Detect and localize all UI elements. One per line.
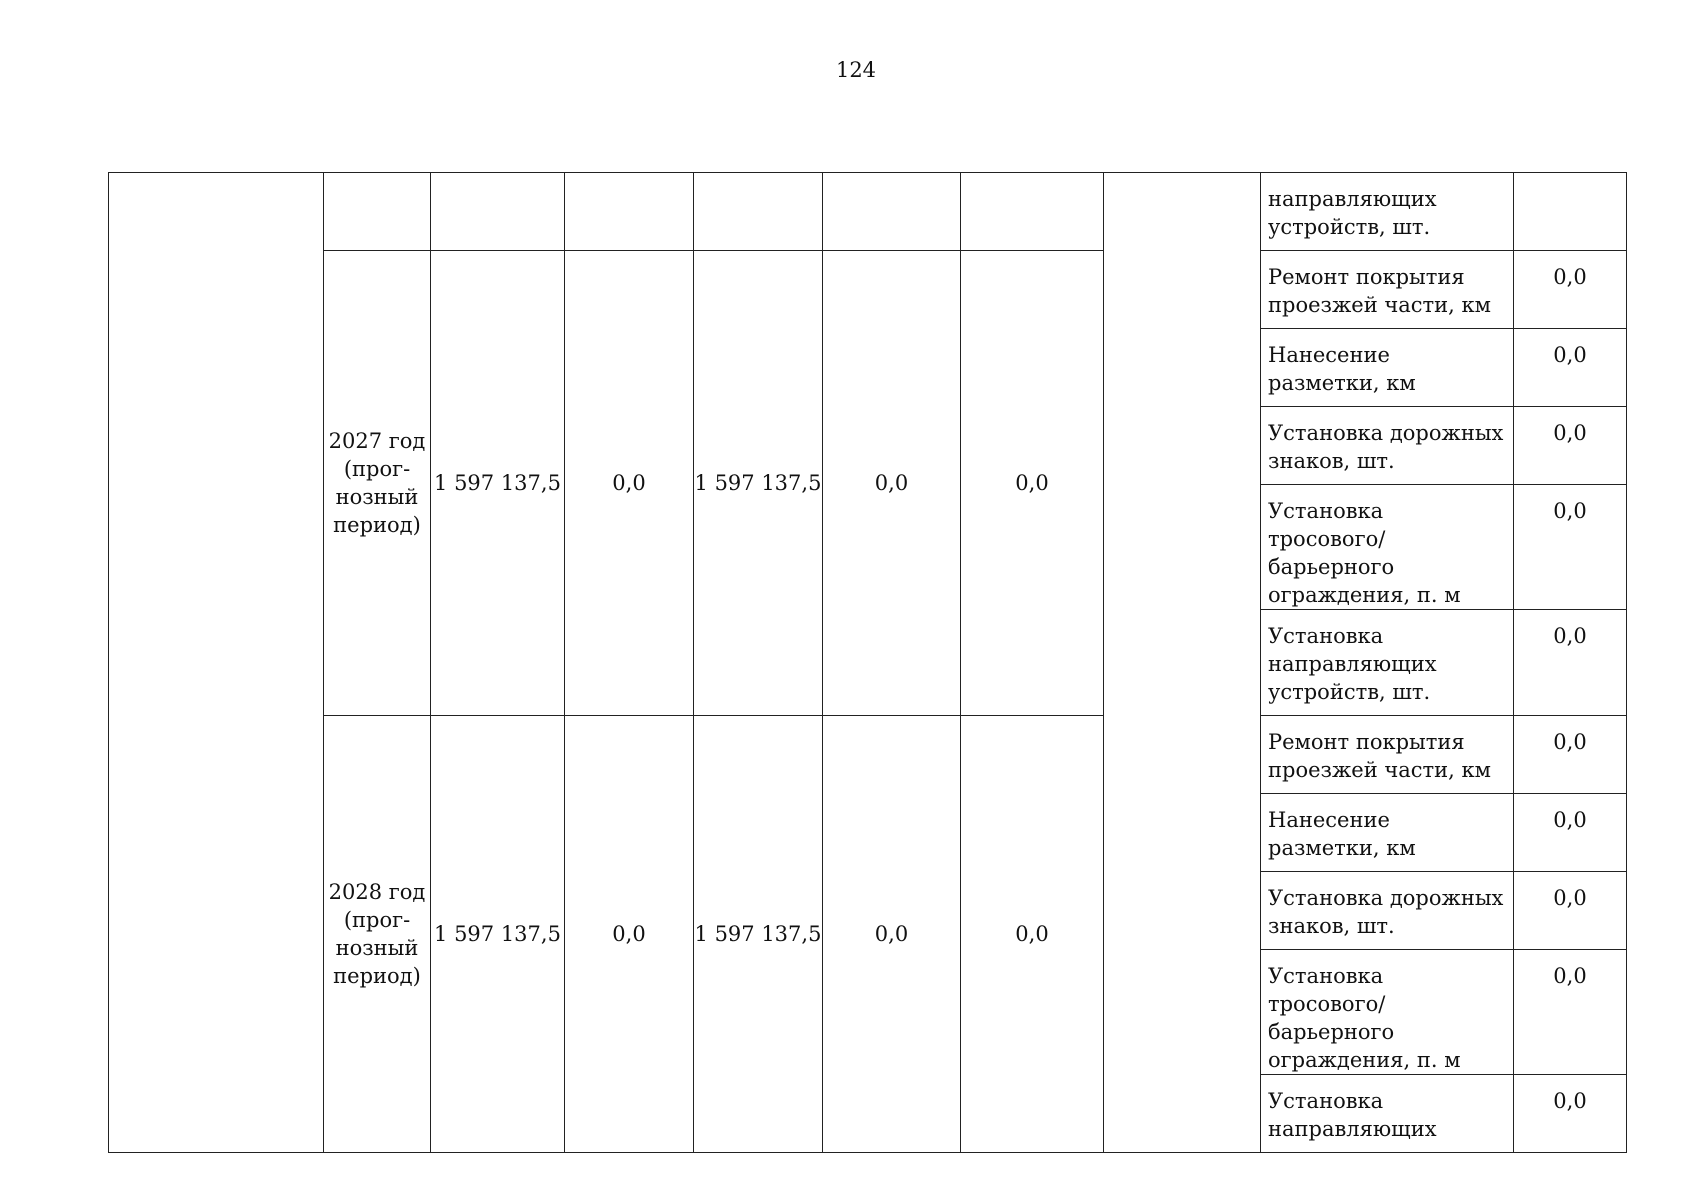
value-federal-cell: 0,0 xyxy=(565,251,694,716)
work-name-cell: Нанесение разметки, км xyxy=(1261,794,1514,872)
year-cell: 2028 год (прог-нозный период) xyxy=(324,716,431,1153)
table-row xyxy=(109,251,1627,329)
work-qty-cell: 0,0 xyxy=(1514,407,1627,485)
work-qty-cell: 0,0 xyxy=(1514,485,1627,610)
empty-cell xyxy=(961,173,1104,251)
work-name-cell: Нанесение разметки, км xyxy=(1261,329,1514,407)
work-qty-cell: 0,0 xyxy=(1514,716,1627,794)
value-federal-cell: 0,0 xyxy=(565,716,694,1153)
value-local-cell: 0,0 xyxy=(823,716,961,1153)
work-qty-cell: 0,0 xyxy=(1514,872,1627,950)
year-cell: 2027 год (прог-нозный период) xyxy=(324,251,431,716)
work-name-cell: Установка направляющих устройств, шт. xyxy=(1261,610,1514,716)
value-total-cell: 1 597 137,5 xyxy=(431,251,565,716)
work-qty-cell: 0,0 xyxy=(1514,794,1627,872)
work-qty-cell: 0,0 xyxy=(1514,251,1627,329)
work-name-cell: Установка дорожных знаков, шт. xyxy=(1261,872,1514,950)
executor-cell xyxy=(1104,173,1261,1153)
work-qty-cell: 0,0 xyxy=(1514,1075,1627,1153)
work-name-cell: Ремонт покрытия проезжей части, км xyxy=(1261,716,1514,794)
value-regional-cell: 1 597 137,5 xyxy=(694,251,823,716)
value-total-cell: 1 597 137,5 xyxy=(431,716,565,1153)
work-qty-cell: 0,0 xyxy=(1514,329,1627,407)
work-name-cell: Установка тросового/барьерного ограждения, п. м xyxy=(1261,950,1514,1075)
program-name-cell xyxy=(109,173,324,1153)
value-local-cell: 0,0 xyxy=(823,251,961,716)
empty-cell xyxy=(694,173,823,251)
work-name-cell: Установка дорожных знаков, шт. xyxy=(1261,407,1514,485)
page-number: 124 xyxy=(835,58,877,82)
table-row xyxy=(109,716,1627,794)
value-other-cell: 0,0 xyxy=(961,716,1104,1153)
work-qty-cell xyxy=(1514,173,1627,251)
work-name-cell: Установка тросового/барьерного ограждения, п. м xyxy=(1261,485,1514,610)
budget-table xyxy=(108,172,1627,1153)
work-name-cell: направляющих устройств, шт. xyxy=(1261,173,1514,251)
work-name-cell: Ремонт покрытия проезжей части, км xyxy=(1261,251,1514,329)
work-qty-cell: 0,0 xyxy=(1514,950,1627,1075)
empty-cell xyxy=(823,173,961,251)
empty-cell xyxy=(324,173,431,251)
empty-cell xyxy=(431,173,565,251)
work-name-cell: Установка направляющих xyxy=(1261,1075,1514,1153)
work-qty-cell: 0,0 xyxy=(1514,610,1627,716)
empty-cell xyxy=(565,173,694,251)
table-row-continued xyxy=(109,173,1627,251)
value-other-cell: 0,0 xyxy=(961,251,1104,716)
value-regional-cell: 1 597 137,5 xyxy=(694,716,823,1153)
